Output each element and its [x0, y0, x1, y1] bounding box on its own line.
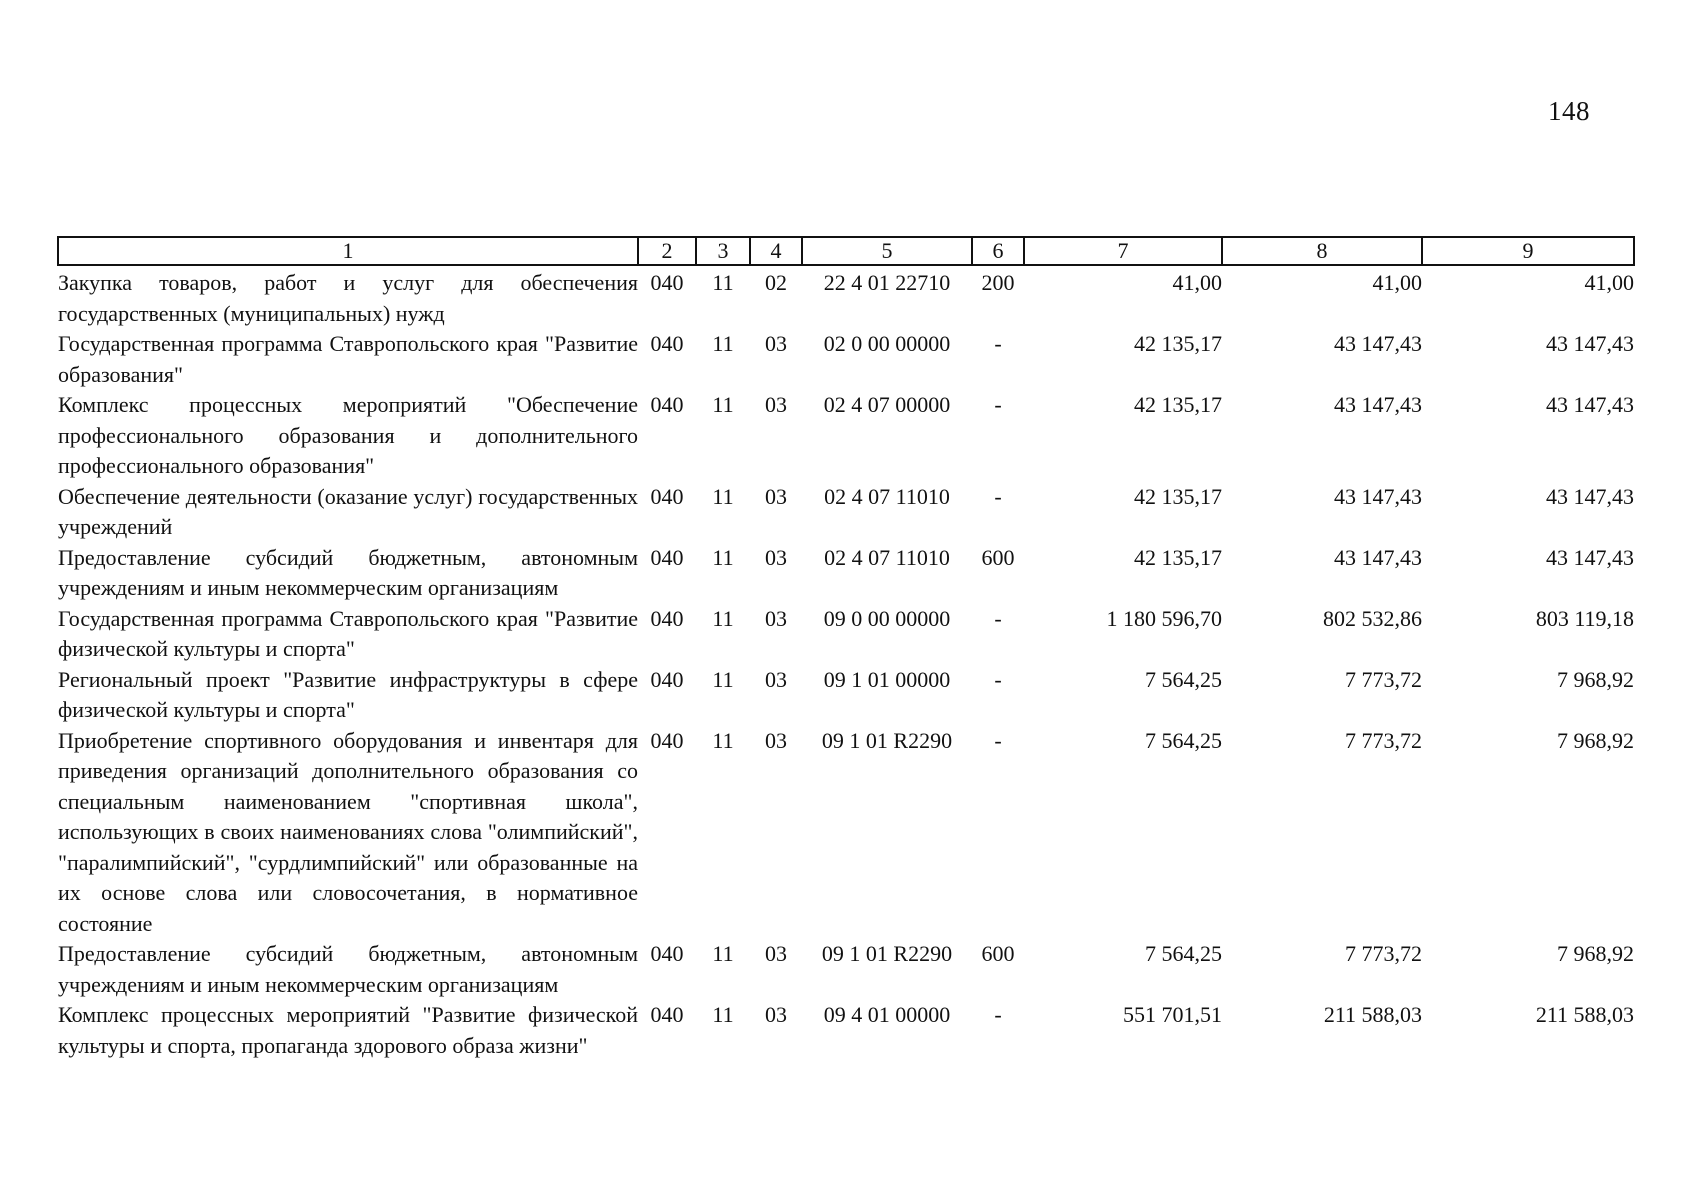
row-admin-code: 040: [650, 331, 684, 356]
row-amount-col9: 211 588,03: [1535, 1002, 1634, 1027]
row-amount-col9: 43 147,43: [1546, 544, 1634, 570]
row-section: 11: [712, 605, 734, 631]
row-admin-code: 040: [650, 270, 684, 295]
row-description: Комплекс процессных мероприятий "Обеспечение профессионального образования и дополнительного профессионального образования": [58, 392, 638, 478]
row-subsection: 03: [765, 1002, 787, 1027]
row-amount-col8: 43 147,43: [1334, 331, 1422, 356]
row-amount-col7: 42 135,17: [1134, 392, 1222, 417]
row-target-article: 22 4 01 22710: [823, 270, 951, 295]
row-amount-col7: 7 564,25: [1145, 727, 1222, 753]
row-section: 11: [712, 1002, 734, 1027]
row-amount-col8: 211 588,03: [1323, 1002, 1422, 1027]
row-section: 11: [712, 392, 734, 417]
row-description: Государственная программа Ставропольского края "Развитие физической культуры и спорта": [58, 605, 638, 661]
row-expense-type: -: [994, 392, 1002, 417]
row-expense-type: -: [994, 727, 1002, 753]
row-amount-col9: 43 147,43: [1546, 331, 1634, 356]
row-expense-type: 600: [981, 941, 1015, 966]
row-amount-col8: 7 773,72: [1345, 666, 1422, 692]
row-expense-type: 200: [981, 270, 1015, 295]
row-amount-col8: 7 773,72: [1345, 941, 1422, 966]
row-admin-code: 040: [650, 544, 684, 570]
header-col-5: 5: [802, 237, 972, 265]
row-admin-code: 040: [650, 941, 684, 966]
row-target-article: 02 4 07 11010: [824, 544, 950, 570]
row-target-article: 09 4 01 00000: [823, 1002, 951, 1027]
row-amount-col7: 41,00: [1172, 270, 1222, 295]
table-row: [58, 665, 1634, 726]
header-col-1: 1: [58, 237, 638, 265]
row-subsection: 03: [765, 483, 787, 509]
row-section: 11: [712, 666, 734, 692]
row-amount-col7: 42 135,17: [1134, 483, 1222, 509]
row-amount-col7: 42 135,17: [1134, 331, 1222, 356]
row-expense-type: -: [994, 331, 1002, 356]
row-admin-code: 040: [650, 483, 684, 509]
row-subsection: 03: [765, 666, 787, 692]
row-expense-type: -: [994, 605, 1002, 631]
table-row: [58, 726, 1634, 940]
row-target-article: 02 4 07 00000: [823, 392, 951, 417]
table-body: [58, 265, 1634, 1061]
row-subsection: 03: [765, 392, 787, 417]
row-amount-col7: 551 701,51: [1123, 1002, 1222, 1027]
row-section: 11: [712, 727, 734, 753]
row-amount-col9: 7 968,92: [1557, 941, 1634, 966]
table-row: [58, 390, 1634, 482]
header-col-8: 8: [1222, 237, 1422, 265]
row-admin-code: 040: [650, 1002, 684, 1027]
table-row: [58, 329, 1634, 390]
row-amount-col8: 802 532,86: [1323, 605, 1422, 631]
row-amount-col8: 43 147,43: [1334, 544, 1422, 570]
row-amount-col9: 803 119,18: [1535, 605, 1634, 631]
row-expense-type: -: [994, 483, 1002, 509]
row-expense-type: -: [994, 666, 1002, 692]
row-expense-type: -: [994, 1002, 1002, 1027]
header-row: [58, 237, 1634, 265]
row-target-article: 09 1 01 R2290: [821, 727, 953, 753]
row-amount-col9: 43 147,43: [1546, 483, 1634, 509]
row-target-article: 02 0 00 00000: [823, 331, 951, 356]
row-amount-col8: 43 147,43: [1334, 392, 1422, 417]
header-col-6: 6: [972, 237, 1024, 265]
row-description: Государственная программа Ставропольского края "Развитие образования": [58, 331, 638, 387]
row-amount-col9: 43 147,43: [1546, 392, 1634, 417]
row-amount-col8: 41,00: [1372, 270, 1422, 295]
row-description: Предоставление субсидий бюджетным, автономным учреждениям и иным некоммерческим организациям: [58, 544, 638, 600]
row-admin-code: 040: [650, 727, 684, 753]
row-section: 11: [712, 331, 734, 356]
row-amount-col9: 41,00: [1584, 270, 1634, 295]
row-amount-col7: 1 180 596,70: [1106, 605, 1222, 631]
row-target-article: 09 1 01 00000: [823, 666, 951, 692]
row-section: 11: [712, 941, 734, 966]
row-description: Закупка товаров, работ и услуг для обеспечения государственных (муниципальных) нужд: [58, 270, 638, 326]
row-admin-code: 040: [650, 605, 684, 631]
table-row: [58, 265, 1634, 329]
row-description: Обеспечение деятельности (оказание услуг) государственных учреждений: [58, 483, 638, 539]
row-subsection: 03: [765, 544, 787, 570]
header-col-3: 3: [696, 237, 750, 265]
row-target-article: 09 1 01 R2290: [821, 941, 953, 966]
row-expense-type: 600: [981, 544, 1015, 570]
table-row: [58, 543, 1634, 604]
row-amount-col7: 7 564,25: [1145, 941, 1222, 966]
row-section: 11: [712, 483, 734, 509]
row-subsection: 03: [765, 727, 787, 753]
header-col-9: 9: [1422, 237, 1634, 265]
budget-table: [57, 236, 1635, 1061]
row-description: Приобретение спортивного оборудования и инвентаря для приведения организаций дополнительного образования со специальным наименованием "спортивная школа", использующих в своих наименованиях слова "олимпийский", "паралимпийский", "сурдлимпийский" или образованные на их основе слова или словосочетания, в нормативное состояние: [58, 727, 638, 936]
header-col-4: 4: [750, 237, 802, 265]
row-subsection: 02: [765, 270, 787, 295]
page-number: 148: [1548, 96, 1590, 126]
row-subsection: 03: [765, 605, 787, 631]
table-header: [58, 237, 1634, 265]
row-description: Предоставление субсидий бюджетным, автономным учреждениям и иным некоммерческим организациям: [58, 941, 638, 997]
table-row: [58, 939, 1634, 1000]
table-row: [58, 482, 1634, 543]
row-description: Комплекс процессных мероприятий "Развитие физической культуры и спорта, пропаганда здорового образа жизни": [58, 1002, 638, 1058]
row-section: 11: [712, 544, 734, 570]
row-admin-code: 040: [650, 392, 684, 417]
table-row: [58, 1000, 1634, 1061]
row-subsection: 03: [765, 331, 787, 356]
header-col-7: 7: [1024, 237, 1222, 265]
header-col-2: 2: [638, 237, 696, 265]
row-amount-col8: 43 147,43: [1334, 483, 1422, 509]
row-amount-col7: 42 135,17: [1134, 544, 1222, 570]
row-subsection: 03: [765, 941, 787, 966]
row-amount-col8: 7 773,72: [1345, 727, 1422, 753]
row-section: 11: [712, 270, 734, 295]
row-target-article: 02 4 07 11010: [824, 483, 950, 509]
table-row: [58, 604, 1634, 665]
row-amount-col9: 7 968,92: [1557, 727, 1634, 753]
row-amount-col9: 7 968,92: [1557, 666, 1634, 692]
row-admin-code: 040: [650, 666, 684, 692]
row-target-article: 09 0 00 00000: [823, 605, 951, 631]
row-description: Региональный проект "Развитие инфраструктуры в сфере физической культуры и спорта": [58, 666, 638, 722]
row-amount-col7: 7 564,25: [1145, 666, 1222, 692]
